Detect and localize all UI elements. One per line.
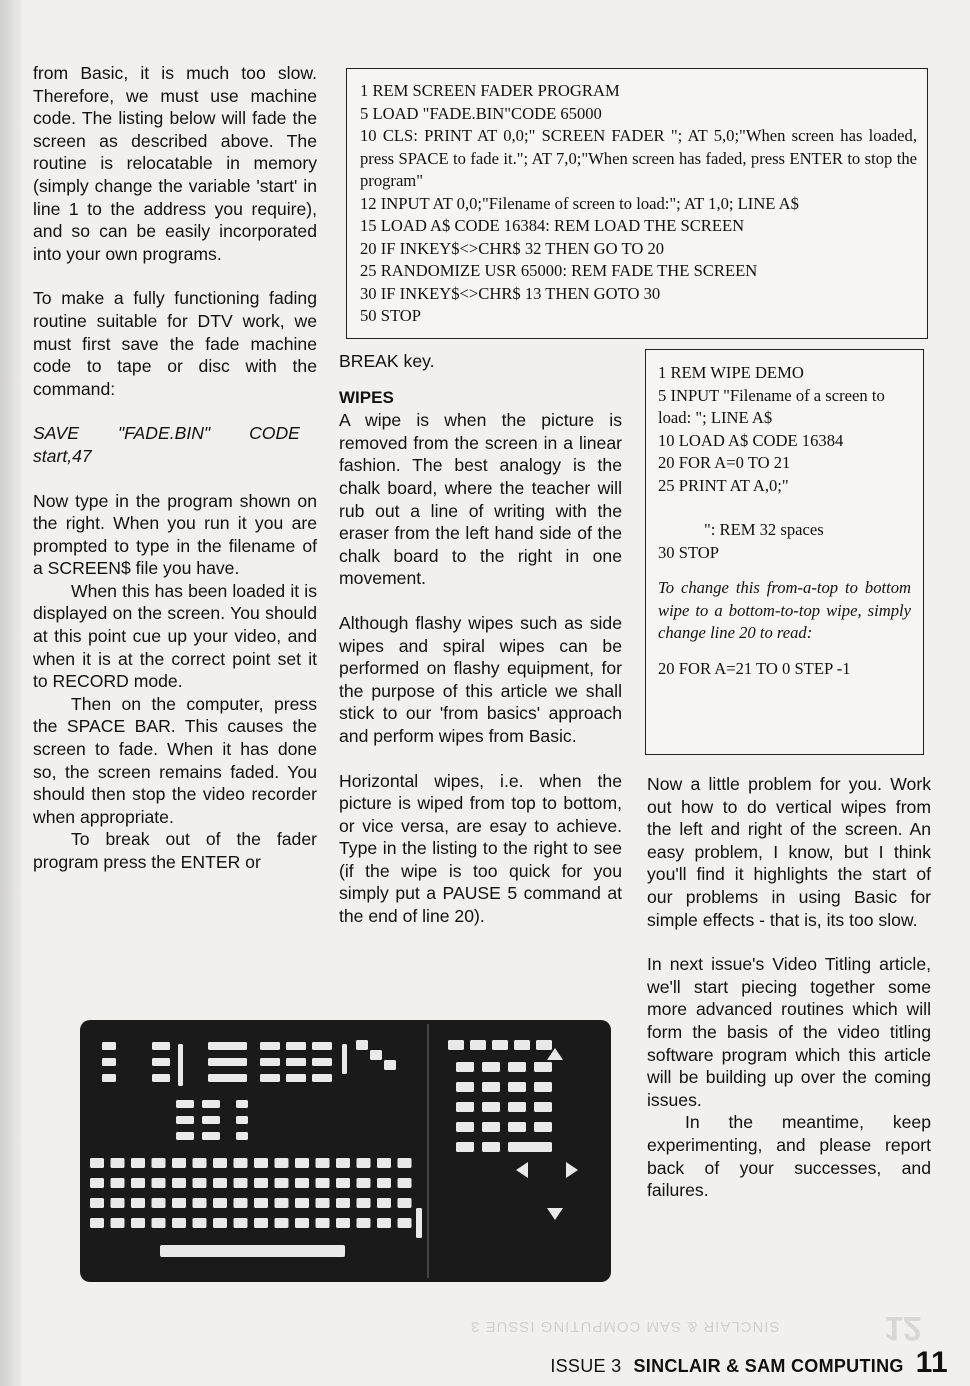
keyboard-key	[131, 1218, 145, 1228]
keyboard-key	[508, 1142, 552, 1152]
code-line: 12 INPUT AT 0,0;"Filename of screen to load:"; AT 1,0; LINE A$	[360, 193, 799, 213]
keyboard-key	[275, 1218, 289, 1228]
page-edge-shadow	[0, 0, 22, 1386]
keyboard-key	[482, 1062, 500, 1072]
save-command-line2: start,47	[33, 445, 92, 466]
keyboard-key	[209, 1042, 247, 1050]
keyboard-photo	[80, 1020, 611, 1282]
keyboard-key	[172, 1198, 186, 1208]
keyboard-key	[357, 1218, 371, 1228]
keyboard-key	[131, 1178, 145, 1188]
keyboard-key	[254, 1178, 268, 1188]
keyboard-key	[193, 1198, 207, 1208]
listing-note: To change this from-a-top to bottom wipe to a bottom-to-top wipe, simply change line 20 to read:	[658, 578, 911, 642]
keyboard-key	[213, 1158, 227, 1168]
code-line: 5 INPUT "Filename of a screen to load: "; LINE A$	[658, 385, 889, 427]
paragraph: In next issue's Video Titling article, we'll start piecing together some more advanced routines which will form the basis of the video titling software program which this article will be building up over the coming issues.	[647, 954, 931, 1110]
paragraph: To make a fully functioning fading routine suitable for DTV work, we must first save the fade machine code to tape or disc with the command:	[33, 288, 317, 399]
keyboard-key	[336, 1158, 350, 1168]
save-command-line1: SAVE "FADE.BIN" CODE	[33, 423, 300, 444]
keyboard-key	[295, 1158, 309, 1168]
bleed-through-number: 12	[884, 1309, 922, 1347]
code-line: ": REM 32 spaces	[704, 520, 824, 539]
keyboard-key	[514, 1040, 530, 1050]
keyboard-key	[254, 1198, 268, 1208]
keyboard-key	[312, 1074, 332, 1082]
paragraph: Now a little problem for you. Work out how to do vertical wipes from the left and right of the screen. An easy problem, I know, but I think you'll find it highlights the start of our problems in using Basic for simple effects - that is, its too slow.	[647, 774, 931, 930]
keyboard-key	[336, 1178, 350, 1188]
keyboard-key	[152, 1198, 166, 1208]
keyboard-key	[213, 1178, 227, 1188]
keyboard-key	[234, 1158, 248, 1168]
left-column	[33, 62, 317, 874]
keyboard-key	[172, 1178, 186, 1188]
keyboard-key	[111, 1218, 125, 1228]
keyboard-key	[260, 1074, 280, 1082]
keyboard-key	[534, 1102, 552, 1112]
wipe-listing-box	[645, 349, 924, 755]
keyboard-key	[254, 1158, 268, 1168]
keyboard-key	[152, 1158, 166, 1168]
code-line: 10 LOAD A$ CODE 16384	[658, 430, 844, 450]
keyboard-key	[176, 1116, 194, 1124]
keyboard-key	[193, 1218, 207, 1228]
keyboard-key	[377, 1198, 391, 1208]
keyboard-key	[357, 1178, 371, 1188]
keyboard-key	[172, 1218, 186, 1228]
code-line: 15 LOAD A$ CODE 16384: REM LOAD THE SCREEN	[360, 216, 745, 235]
keyboard-key	[482, 1142, 500, 1152]
keyboard-key	[534, 1062, 552, 1072]
keyboard-key	[508, 1062, 526, 1072]
paragraph: A wipe is when the picture is removed from the screen in a linear fashion. The best analogy is the chalk board, where the teacher will rub out a line of writing with the eraser from the left hand side of the chalk board to the right in one movement.	[339, 410, 622, 589]
keyboard-key	[102, 1042, 116, 1050]
keyboard-key	[316, 1158, 330, 1168]
keyboard-key	[234, 1218, 248, 1228]
keyboard-key	[152, 1178, 166, 1188]
keyboard-key	[456, 1142, 474, 1152]
keyboard-key	[295, 1218, 309, 1228]
keyboard-key	[482, 1082, 500, 1092]
keyboard-key	[176, 1100, 194, 1108]
code-line: 5 LOAD "FADE.BIN"CODE 65000	[360, 103, 602, 123]
keyboard-key	[152, 1042, 170, 1050]
keyboard-key	[470, 1040, 486, 1050]
keyboard-key	[377, 1218, 391, 1228]
keyboard-key	[316, 1218, 330, 1228]
keyboard-key	[152, 1218, 166, 1228]
keyboard-key	[131, 1198, 145, 1208]
keyboard-key	[234, 1198, 248, 1208]
keyboard-key	[209, 1058, 247, 1066]
code-line: 20 FOR A=21 TO 0 STEP -1	[658, 658, 851, 678]
middle-column	[339, 350, 622, 928]
keyboard-key	[131, 1158, 145, 1168]
keyboard-key	[111, 1178, 125, 1188]
keyboard-key	[398, 1218, 412, 1228]
code-line: 1 REM SCREEN FADER PROGRAM	[360, 81, 620, 100]
keyboard-key	[275, 1198, 289, 1208]
keyboard-key	[312, 1058, 332, 1066]
keyboard-key	[90, 1198, 104, 1208]
paragraph: Horizontal wipes, i.e. when the picture is wiped from top to bottom, or vice versa, are esay to achieve. Type in the listing to the right to see (if the wipe is too quick for you simply put a PAUSE 5 command at the end of line 20).	[339, 770, 622, 927]
keyboard-key	[102, 1074, 116, 1082]
keyboard-key	[508, 1102, 526, 1112]
right-column	[647, 773, 931, 1202]
keyboard-key	[536, 1040, 552, 1050]
page-footer	[550, 1346, 948, 1380]
code-line: 1 REM WIPE DEMO	[658, 363, 804, 382]
keyboard-key	[275, 1158, 289, 1168]
keyboard-key	[456, 1062, 474, 1072]
keyboard-key	[193, 1158, 207, 1168]
keyboard-key	[398, 1198, 412, 1208]
keyboard-key	[152, 1074, 170, 1082]
keyboard-key	[111, 1158, 125, 1168]
save-command	[33, 422, 317, 467]
keyboard-key	[357, 1198, 371, 1208]
keyboard-key	[275, 1178, 289, 1188]
code-line: 20 FOR A=0 TO 21	[658, 453, 791, 472]
keyboard-key	[202, 1116, 220, 1124]
keyboard-key	[202, 1100, 220, 1108]
keyboard-key	[286, 1042, 306, 1050]
keyboard-key	[295, 1178, 309, 1188]
keyboard-key	[260, 1058, 280, 1066]
code-line: 25 PRINT AT A,0;"	[658, 475, 789, 495]
keyboard-key	[172, 1158, 186, 1168]
keyboard-key	[90, 1158, 104, 1168]
bleed-through-text: SINCLAIR & SAM COMPUTING ISSUE 3	[470, 1318, 780, 1335]
keyboard-key	[534, 1082, 552, 1092]
keyboard-key	[111, 1198, 125, 1208]
keyboard-key	[456, 1122, 474, 1132]
keyboard-key	[416, 1208, 422, 1238]
keyboard-key	[193, 1178, 207, 1188]
keyboard-key	[236, 1100, 248, 1108]
keyboard-key	[286, 1074, 306, 1082]
keyboard-key	[213, 1218, 227, 1228]
keyboard-key	[236, 1116, 248, 1124]
footer-issue: ISSUE 3	[550, 1356, 622, 1376]
keyboard-key	[152, 1058, 170, 1066]
keyboard-key	[377, 1158, 391, 1168]
keyboard-key	[398, 1158, 412, 1168]
keyboard-key	[336, 1198, 350, 1208]
section-heading-wipes: WIPES	[339, 387, 394, 407]
footer-magazine: SINCLAIR & SAM COMPUTING	[633, 1356, 904, 1376]
keyboard-key	[508, 1082, 526, 1092]
keyboard-key	[316, 1178, 330, 1188]
keyboard-key	[357, 1158, 371, 1168]
keyboard-key	[102, 1058, 116, 1066]
keyboard-key	[213, 1198, 227, 1208]
keyboard-key	[295, 1198, 309, 1208]
paragraph: Then on the computer, press the SPACE BAR. This causes the screen to fade. When it has done so, the screen remains faded. You should then stop the video recorder when appropriate.	[33, 693, 317, 827]
keyboard-key	[377, 1178, 391, 1188]
keyboard-key	[234, 1178, 248, 1188]
keyboard-key	[90, 1218, 104, 1228]
keyboard-key	[370, 1050, 382, 1060]
paragraph: When this has been loaded it is displayed on the screen. You should at this point cue up your video, and when it is at the correct point set it to RECORD mode.	[33, 580, 317, 692]
keyboard-key	[90, 1178, 104, 1188]
keyboard-key	[482, 1102, 500, 1112]
keyboard-key	[356, 1040, 368, 1050]
keyboard-key	[456, 1082, 474, 1092]
keyboard-key	[534, 1122, 552, 1132]
keyboard-key	[178, 1044, 183, 1086]
paragraph: In the meantime, keep experimenting, and please report back of your successes, and failures.	[647, 1112, 931, 1201]
code-line: 25 RANDOMIZE USR 65000: REM FADE THE SCREEN	[360, 261, 758, 280]
paragraph: from Basic, it is much too slow. Therefore, we must use machine code. The listing below will fade the screen as described above. The routine is relocatable in memory (simply change the variable 'start' in line 1 to the address you require), and so can be easily incorporated into your own programs.	[33, 63, 317, 264]
page-number: 11	[915, 1346, 948, 1379]
keyboard-key	[176, 1132, 194, 1140]
keyboard-key	[209, 1074, 247, 1082]
code-line: 30 STOP	[658, 542, 720, 562]
keyboard-key	[260, 1042, 280, 1050]
keyboard-key	[398, 1178, 412, 1188]
keyboard-key	[202, 1132, 220, 1140]
code-line: 50 STOP	[360, 306, 422, 325]
keyboard-key	[236, 1132, 248, 1140]
keyboard-key	[508, 1122, 526, 1132]
paragraph: BREAK key.	[339, 351, 435, 371]
keyboard-key	[336, 1218, 350, 1228]
paragraph: Now type in the program shown on the right. When you run it you are prompted to type in the filename of a SCREEN$ file you have.	[33, 490, 317, 579]
keyboard-key	[312, 1042, 332, 1050]
keyboard-key	[448, 1040, 464, 1050]
fader-listing-box	[346, 68, 928, 339]
paragraph: To break out of the fader program press the ENTER or	[33, 829, 317, 872]
keyboard-key	[384, 1060, 396, 1070]
keyboard-key	[492, 1040, 508, 1050]
keyboard-key	[316, 1198, 330, 1208]
keyboard-key	[286, 1058, 306, 1066]
code-line: 10 CLS: PRINT AT 0,0;" SCREEN FADER "; AT 5,0;"When screen has loaded, press SPACE to fade it."; AT 7,0;"When screen has faded, press ENTER to stop the program"	[360, 126, 922, 190]
keyboard-key	[342, 1044, 347, 1074]
keyboard-key	[254, 1218, 268, 1228]
spacebar-key	[160, 1245, 345, 1257]
keyboard-key	[482, 1122, 500, 1132]
code-line: 30 IF INKEY$<>CHR$ 13 THEN GOTO 30	[360, 283, 661, 303]
paragraph: Although flashy wipes such as side wipes and spiral wipes can be performed on flashy equipment, for the purpose of this article we shall stick to our 'from basics' approach and perform wipes from Basic.	[339, 612, 622, 746]
code-line: 20 IF INKEY$<>CHR$ 32 THEN GO TO 20	[360, 238, 665, 258]
keyboard-key	[456, 1102, 474, 1112]
